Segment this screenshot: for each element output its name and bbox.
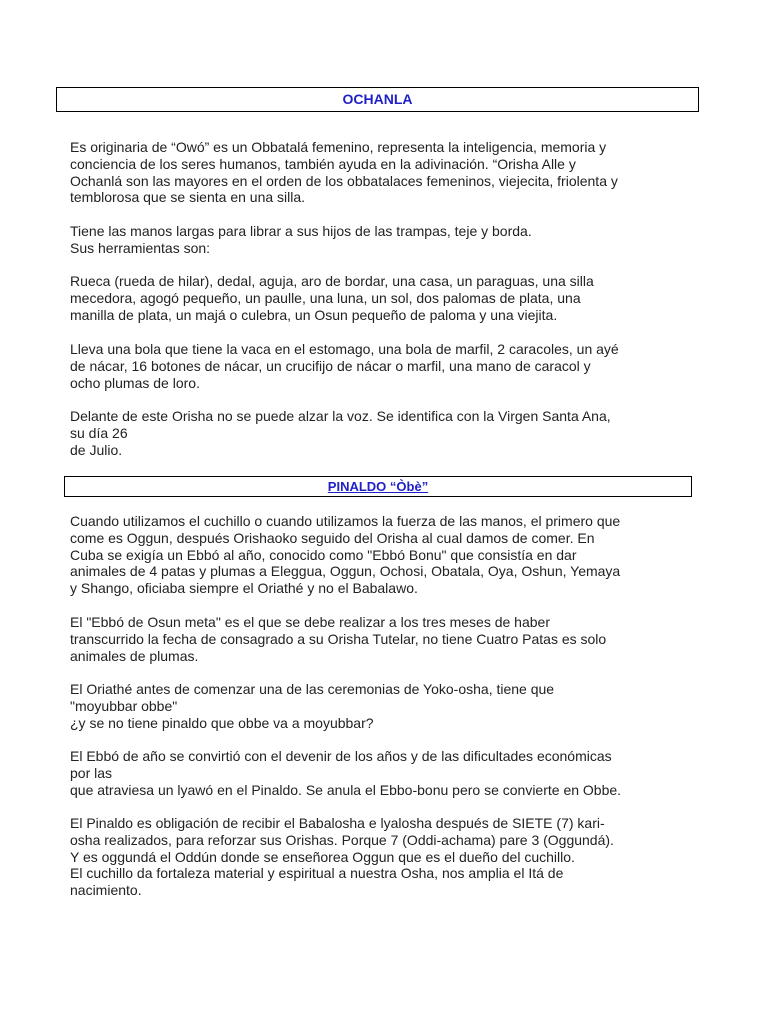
paragraph: El "Ebbó de Osun meta" es el que se debe realizar a los tres meses de haber transcurrido la fecha de consagrado a su Orisha Tutelar, no tiene Cuatro Patas es solo animales de plumas. [70,614,607,664]
paragraph: Rueca (rueda de hilar), dedal, aguja, aro de bordar, una casa, un paraguas, una silla mecedora, agogó pequeño, un paulle, una luna, un sol, dos palomas de plata, una manilla de plata, un majá o culebra, un Osun pequeño de paloma y una viejita. [70,273,594,323]
section-title-text: PINALDO “Òbè” [327,479,429,494]
paragraph: El Pinaldo es obligación de recibir el Babalosha e lyalosha después de SIETE (7) kari- osha realizados, para reforzar sus Orishas. Porque 7 (Oddi-achama) pare 3 (Oggundá). Y es oggundá el Oddún donde se enseñorea Oggun que es el dueño del cuchillo. El cuchillo da fortaleza material y espiritual a nuestra Osha, nos amplia el Itá de nacimiento. [70,815,614,899]
paragraph: El Ebbó de año se convirtió con el devenir de los años y de las dificultades económicas por las que atraviesa un lyawó en el Pinaldo. Se anula el Ebbo-bonu pero se convierte en Obbe. [70,748,622,798]
section-title-pinaldo [64,476,692,497]
paragraph: Tiene las manos largas para librar a sus hijos de las trampas, teje y borda. Sus herramientas son: [70,223,532,256]
paragraph: Cuando utilizamos el cuchillo o cuando utilizamos la fuerza de las manos, el primero que come es Oggun, después Orishaoko seguido del Orisha al cual damos de comer. En Cuba se exigía un Ebbó al año, conocido como "Ebbó Bonu" que consistía en dar animales de 4 patas y plumas a Eleggua, Oggun, Ochosi, Obatala, Oya, Oshun, Yemaya y Shango, oficiaba siempre el Oriathé y no el Babalawo. [70,513,621,597]
paragraph: Delante de este Orisha no se puede alzar la voz. Se identifica con la Virgen Santa Ana, su día 26 de Julio. [70,408,611,458]
paragraph: El Oriathé antes de comenzar una de las ceremonias de Yoko-osha, tiene que "moyubbar obbe" ¿y se no tiene pinaldo que obbe va a moyubbar? [70,681,555,731]
section-title-ochanla [56,87,699,112]
section-title-text: OCHANLA [342,91,413,107]
paragraph: Es originaria de “Owó” es un Obbatalá femenino, representa la inteligencia, memoria y conciencia de los seres humanos, también ayuda en la adivinación. “Orisha Alle y Ochanlá son las mayores en el orden de los obbatalaces femeninos, viejecita, friolenta y temblorosa que se sienta en una silla. [70,139,618,206]
paragraph: Lleva una bola que tiene la vaca en el estomago, una bola de marfil, 2 caracoles, un ayé de nácar, 16 botones de nácar, un crucifijo de nácar o marfil, una mano de caracol y ocho plumas de loro. [70,341,619,391]
